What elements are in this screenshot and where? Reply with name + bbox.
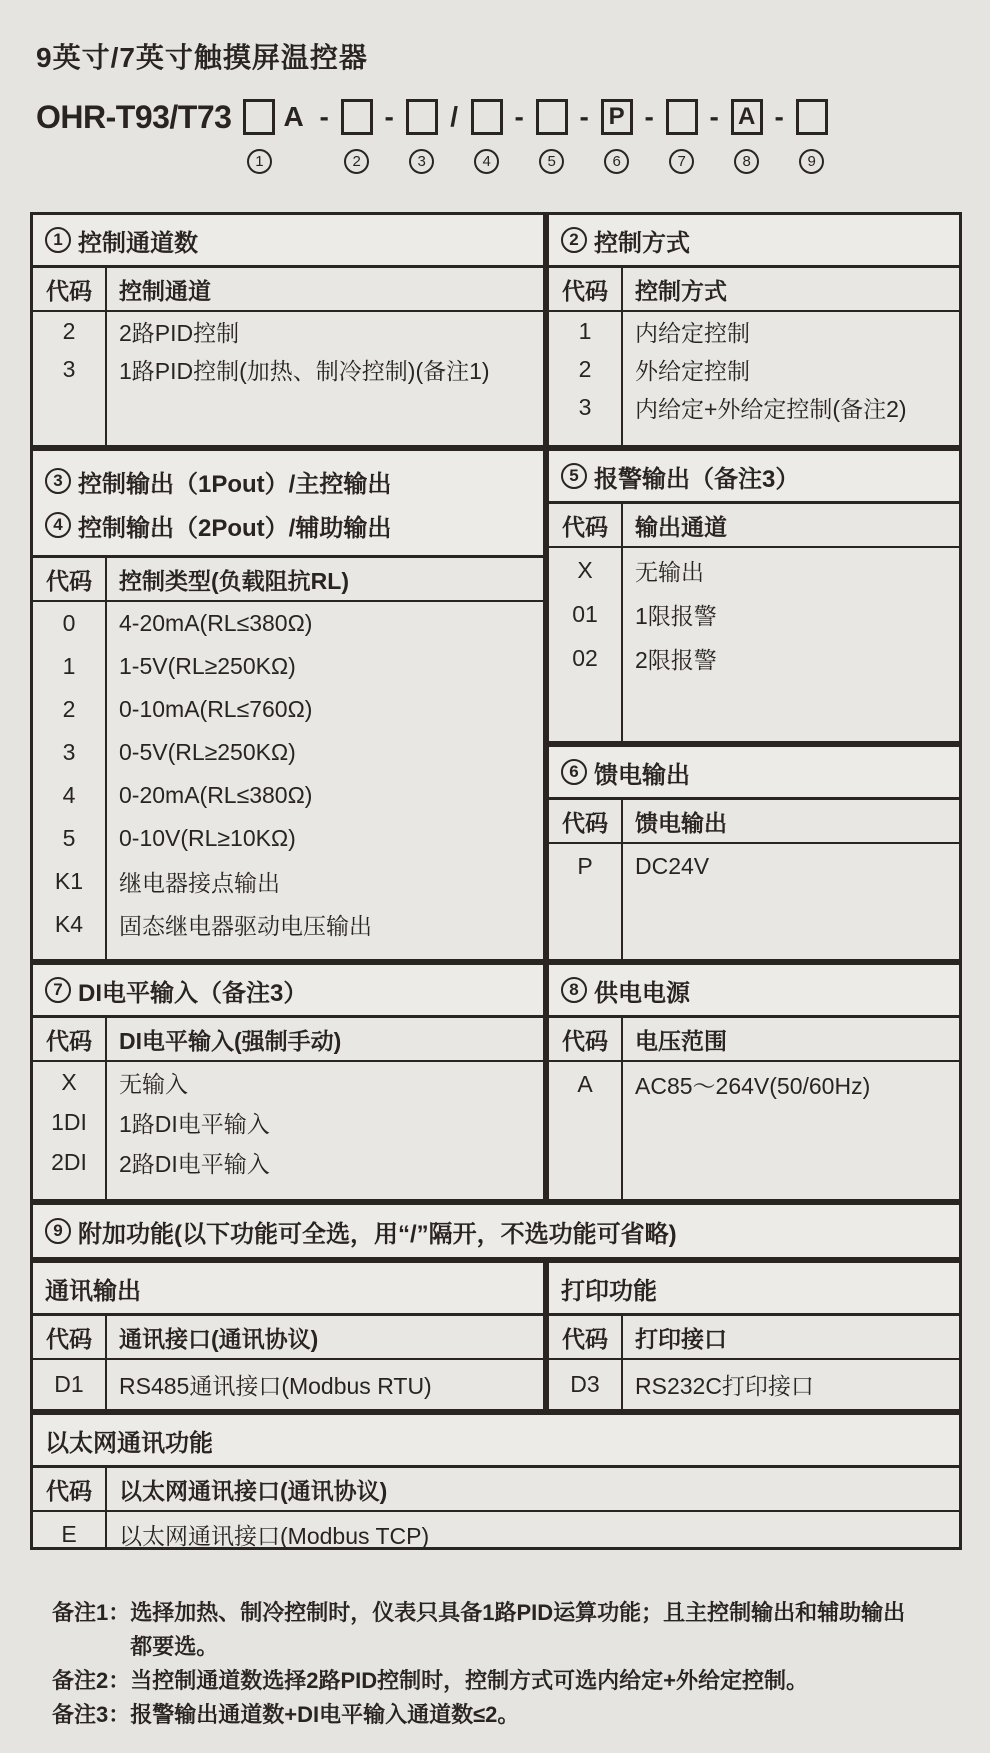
row-desc: 继电器接点输出	[119, 870, 280, 896]
table-row-group-4	[30, 1202, 962, 1260]
code-box	[471, 99, 503, 135]
circled-number: 8	[561, 977, 587, 1003]
code-box	[341, 99, 373, 135]
desc-column	[623, 312, 959, 445]
circled-number: 4	[45, 512, 71, 538]
row-code: 1DI	[51, 1108, 87, 1135]
model-fixed-char	[279, 94, 307, 174]
code-column	[33, 602, 107, 959]
table-body	[33, 1512, 959, 1547]
code-column	[33, 1360, 107, 1409]
model-code-box	[601, 94, 633, 174]
row-desc: 1限报警	[635, 602, 717, 629]
section-alarm-output	[546, 448, 962, 744]
row-desc: 0-10mA(RL≤760Ω)	[119, 696, 313, 722]
circled-number: 1	[45, 227, 71, 253]
code-box	[406, 99, 438, 135]
model-separator	[637, 94, 662, 174]
row-desc: RS232C打印接口	[635, 1372, 814, 1399]
row-code: 1	[62, 653, 76, 679]
row-code: 5	[62, 825, 76, 851]
row-code: 2	[62, 317, 76, 344]
desc-column	[623, 548, 959, 741]
section-title-text: 以太网通讯功能	[45, 1429, 213, 1457]
circled-number: 7	[45, 977, 71, 1003]
footnote-label: 备注1：	[52, 1600, 131, 1625]
section-print-function	[546, 1260, 962, 1412]
row-desc: 0-10V(RL≥10KΩ)	[119, 825, 296, 851]
code-column	[549, 844, 623, 959]
desc-column	[623, 844, 959, 959]
code-box-glyph	[601, 94, 633, 140]
code-box-glyph	[666, 94, 698, 140]
row-code: 2	[578, 355, 592, 382]
section-title	[33, 215, 543, 268]
section-title-text: 控制输出（1Pout）/主控输出	[78, 470, 392, 498]
model-prefix: OHR-T93/T73	[36, 99, 232, 135]
row-desc: 外给定控制	[635, 357, 750, 384]
code-char-glyph: -	[709, 101, 719, 132]
row-code: D3	[570, 1370, 600, 1397]
position-number: 2	[344, 149, 369, 174]
circled-number: 3	[45, 468, 71, 494]
code-char-glyph: -	[319, 101, 329, 132]
section-title	[33, 1263, 543, 1316]
col-header-desc: 馈电输出	[635, 809, 727, 836]
col-header-code: 代码	[549, 1316, 623, 1358]
code-box: P	[601, 99, 633, 135]
table-row-group-1	[30, 212, 962, 448]
section-title	[33, 1415, 959, 1468]
model-separator	[377, 94, 402, 174]
desc-column	[107, 1062, 543, 1199]
model-code-box	[471, 94, 503, 174]
table-body	[33, 1360, 543, 1409]
col-header-desc: 控制方式	[635, 277, 727, 304]
circled-number: 2	[561, 227, 587, 253]
position-number	[312, 149, 337, 174]
section-title-line	[45, 503, 391, 547]
code-char-glyph: -	[579, 101, 589, 132]
position-number	[442, 149, 467, 174]
row-code: E	[61, 1520, 77, 1547]
position-number: 5	[539, 149, 564, 174]
code-box-glyph	[406, 94, 438, 140]
column-header-row	[33, 1018, 543, 1062]
section-control-channels	[30, 212, 546, 448]
row-desc: AC85～264V(50/60Hz)	[635, 1072, 871, 1099]
row-code: D1	[54, 1370, 84, 1397]
row-code: X	[61, 1068, 77, 1095]
section-control-mode	[546, 212, 962, 448]
row-desc: 0-20mA(RL≤380Ω)	[119, 782, 313, 808]
col-header-code: 代码	[33, 558, 107, 600]
footnotes	[52, 1596, 920, 1732]
table-row-group-6	[30, 1412, 962, 1550]
row-code: X	[577, 556, 593, 583]
row-code: 2	[62, 696, 76, 722]
footnote-label: 备注2：	[52, 1668, 131, 1693]
row-code: 3	[578, 393, 592, 420]
col-header-desc: 电压范围	[635, 1027, 727, 1054]
column-header-row	[549, 800, 959, 844]
footnote-1	[52, 1596, 920, 1664]
section-comm-output	[30, 1260, 546, 1412]
row-code: A	[577, 1070, 593, 1097]
section-title-text: 打印功能	[561, 1277, 657, 1305]
right-stack	[546, 448, 962, 962]
table-body	[549, 844, 959, 959]
position-number	[572, 149, 597, 174]
model-code-items	[241, 94, 829, 174]
code-box-glyph	[796, 94, 828, 140]
code-box-glyph	[536, 94, 568, 140]
col-header-desc: 控制类型(负载阻抗RL)	[119, 567, 349, 594]
code-box	[796, 99, 828, 135]
col-header-desc: DI电平输入(强制手动)	[119, 1027, 342, 1054]
table-body	[33, 602, 543, 959]
section-power-supply	[546, 962, 962, 1202]
position-number	[702, 149, 727, 174]
footnote-2	[52, 1664, 920, 1698]
code-box-glyph	[471, 94, 503, 140]
code-box	[536, 99, 568, 135]
section-title-text: 供电电源	[594, 979, 690, 1007]
code-column	[549, 1062, 623, 1199]
section-title-line	[45, 459, 391, 503]
code-char-glyph: -	[644, 101, 654, 132]
code-box	[243, 99, 275, 135]
code-column	[549, 1360, 623, 1409]
code-box-glyph	[731, 94, 763, 140]
section-title-text: 附加功能(以下功能可全选，用“/”隔开，不选功能可省略)	[78, 1220, 677, 1248]
model-separator	[702, 94, 727, 174]
section-di-input	[30, 962, 546, 1202]
footnote-3	[52, 1698, 920, 1732]
code-char-glyph: /	[450, 101, 459, 132]
position-number: 4	[474, 149, 499, 174]
col-header-code: 代码	[33, 1316, 107, 1358]
table-body	[549, 1062, 959, 1199]
model-code-line	[36, 94, 830, 174]
section-feed-output	[546, 744, 962, 962]
code-char-glyph: A	[283, 101, 304, 132]
section-title-text: 控制方式	[594, 229, 690, 257]
position-number	[767, 149, 792, 174]
table-row-group-3	[30, 962, 962, 1202]
col-header-code: 代码	[33, 268, 107, 310]
code-column	[33, 1062, 107, 1199]
table-body	[33, 1062, 543, 1199]
circled-number: 5	[561, 463, 587, 489]
section-additional-functions	[30, 1202, 962, 1260]
row-desc: 1路PID控制(加热、制冷控制)(备注1)	[119, 357, 490, 384]
column-header-row	[549, 268, 959, 312]
row-desc: 2路PID控制	[119, 319, 240, 346]
section-ethernet-comm	[30, 1412, 962, 1550]
row-code: 01	[572, 600, 598, 627]
column-header-row	[549, 504, 959, 548]
footnote-text: 选择加热、制冷控制时，仪表只具备1路PID运算功能；且主控制输出和辅助输出都要选。	[130, 1600, 906, 1659]
col-header-desc: 输出通道	[635, 513, 727, 540]
section-title-text: DI电平输入（备注3）	[78, 979, 308, 1007]
col-header-desc: 控制通道	[119, 277, 211, 304]
model-code-box	[666, 94, 698, 174]
column-header-row	[549, 1316, 959, 1360]
row-desc: 内给定+外给定控制(备注2)	[635, 395, 907, 422]
row-code: 0	[62, 610, 76, 636]
section-title-text: 报警输出（备注3）	[594, 465, 800, 493]
col-header-code: 代码	[549, 504, 623, 546]
column-header-row	[33, 268, 543, 312]
column-header-row	[33, 1316, 543, 1360]
model-code-box	[243, 94, 275, 174]
desc-column	[107, 1360, 543, 1409]
row-code: 2DI	[51, 1148, 87, 1175]
row-desc: 1-5V(RL≥250KΩ)	[119, 653, 296, 679]
row-code: K1	[54, 868, 84, 894]
row-desc: 1路DI电平输入	[119, 1110, 270, 1137]
code-column	[33, 1512, 107, 1547]
model-separator	[767, 94, 792, 174]
model-code-box	[341, 94, 373, 174]
row-code: 1	[578, 317, 592, 344]
code-column	[33, 312, 107, 445]
table-row-group-5	[30, 1260, 962, 1412]
section-title	[33, 965, 543, 1018]
table-row-group-2	[30, 448, 962, 962]
row-desc: 无输出	[635, 558, 704, 585]
footnote-label: 备注3：	[52, 1702, 131, 1727]
model-separator	[442, 94, 467, 174]
section-title	[549, 451, 959, 504]
row-desc: 2限报警	[635, 646, 717, 673]
column-header-row	[549, 1018, 959, 1062]
position-number	[281, 149, 306, 174]
position-number: 8	[734, 149, 759, 174]
row-code: 02	[572, 644, 598, 671]
col-header-desc: 以太网通讯接口(通讯协议)	[119, 1477, 388, 1504]
section-title	[33, 451, 543, 558]
section-title	[549, 215, 959, 268]
position-number: 3	[409, 149, 434, 174]
column-header-row	[33, 1468, 959, 1512]
code-box: A	[731, 99, 763, 135]
code-box	[666, 99, 698, 135]
position-number	[377, 149, 402, 174]
circled-number: 9	[45, 1218, 71, 1244]
model-separator	[572, 94, 597, 174]
desc-column	[623, 1360, 959, 1409]
row-desc: 以太网通讯接口(Modbus TCP)	[119, 1522, 430, 1549]
position-number: 1	[247, 149, 272, 174]
model-separator	[507, 94, 532, 174]
row-desc: 0-5V(RL≥250KΩ)	[119, 739, 296, 765]
desc-column	[107, 1512, 959, 1547]
col-header-code: 代码	[549, 268, 623, 310]
model-separator	[312, 94, 337, 174]
table-body	[549, 548, 959, 741]
section-title-text: 通讯输出	[45, 1277, 141, 1305]
column-header-row	[33, 558, 543, 602]
position-number	[637, 149, 662, 174]
row-desc: DC24V	[635, 852, 710, 879]
code-char-glyph: -	[774, 101, 784, 132]
code-char-glyph: -	[384, 101, 394, 132]
col-header-code: 代码	[33, 1018, 107, 1060]
page-title: 9英寸/7英寸触摸屏温控器	[36, 42, 368, 73]
col-header-desc: 打印接口	[635, 1325, 727, 1352]
circled-number: 6	[561, 759, 587, 785]
position-number: 9	[799, 149, 824, 174]
section-title	[549, 1263, 959, 1316]
table-body	[549, 312, 959, 445]
row-desc: 内给定控制	[635, 319, 750, 346]
code-box-glyph	[341, 94, 373, 140]
model-code-box	[731, 94, 763, 174]
col-header-code: 代码	[549, 1018, 623, 1060]
col-header-desc: 通讯接口(通讯协议)	[119, 1325, 319, 1352]
row-code: 4	[62, 782, 76, 808]
row-desc: 无输入	[119, 1070, 188, 1097]
model-code-box	[536, 94, 568, 174]
row-desc: 2路DI电平输入	[119, 1150, 270, 1177]
position-number	[507, 149, 532, 174]
table-body	[549, 1360, 959, 1409]
row-desc: 固态继电器驱动电压输出	[119, 913, 372, 939]
section-title	[33, 1205, 959, 1257]
row-desc: RS485通讯接口(Modbus RTU)	[119, 1372, 432, 1399]
section-title-text: 控制通道数	[78, 229, 198, 257]
model-code-box	[796, 94, 828, 174]
position-number: 7	[669, 149, 694, 174]
position-number: 6	[604, 149, 629, 174]
section-control-output	[30, 448, 546, 962]
section-title	[549, 747, 959, 800]
row-code: 3	[62, 355, 76, 382]
code-column	[549, 548, 623, 741]
table-body	[33, 312, 543, 445]
row-code: K4	[54, 911, 84, 937]
row-code: P	[577, 852, 593, 879]
selection-table	[30, 212, 962, 1550]
col-header-code: 代码	[33, 1468, 107, 1510]
footnote-text: 报警输出通道数+DI电平输入通道数≤2。	[130, 1702, 520, 1727]
section-title	[549, 965, 959, 1018]
desc-column	[107, 312, 543, 445]
model-code-box	[406, 94, 438, 174]
desc-column	[623, 1062, 959, 1199]
row-code: 3	[62, 739, 76, 765]
row-desc: 4-20mA(RL≤380Ω)	[119, 610, 313, 636]
footnote-text: 当控制通道数选择2路PID控制时，控制方式可选内给定+外给定控制。	[130, 1668, 809, 1693]
desc-column	[107, 602, 543, 959]
section-title-text: 控制输出（2Pout）/辅助输出	[78, 514, 392, 542]
code-column	[549, 312, 623, 445]
col-header-code: 代码	[549, 800, 623, 842]
section-title-text: 馈电输出	[594, 761, 690, 789]
code-box-glyph	[243, 94, 275, 140]
code-char-glyph: -	[514, 101, 524, 132]
